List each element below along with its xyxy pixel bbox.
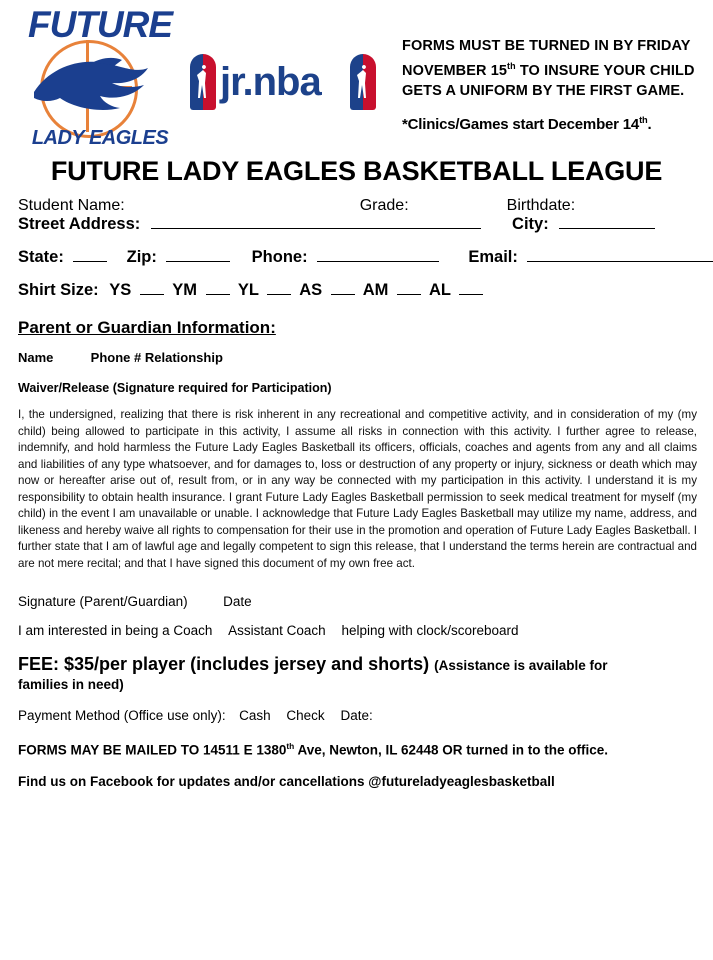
- waiver-body-text: I, the undersigned, realizing that there is risk inherent in any recreational and competitive activity, and in consideration of my (my child) being allowed to participate in this activity, I assume all risks in connection with this activity. I further agree to release, indemnify, and hold harmless the Future Lady Eagles Basketball its officers, officials, coaches and agents from any and all claims and liabilities of any type whatsoever, and for damages to, loss or destruction of any property or injury, sickness or death which may now or hereafter arise out of, result from, or in any way be connected with my participation in this activity. I understand it is my responsibility to obtain health insurance. I grant Future Lady Eagles Basketball permission to seek medical treatment for myself (my child) in the event I am unavailable or unable. I acknowledge that Future Lady Eagles Basketball may utilize my name, address, and likeness and hereby waive all rights to compensation for their use in the promotion and operation of Future Lady Eagles Basketball. I further state that I am of lawful age and legally competent to sign this release, that I understand the terms herein are contractual and are not mere recital; and that I have signed this document of my own free act.: [18, 408, 697, 570]
- signature-row: [12, 594, 701, 609]
- volunteer-clock-label: helping with clock/scoreboard: [341, 623, 519, 638]
- form-header: [12, 0, 701, 152]
- parent-relationship-label: Relationship: [144, 350, 223, 365]
- parent-section-title: Parent or Guardian Information:: [18, 318, 276, 337]
- student-name-row: [12, 197, 701, 215]
- zip-label: Zip:: [126, 248, 157, 266]
- shirt-size-am[interactable]: AM: [362, 281, 389, 299]
- parent-info-row: [12, 350, 701, 365]
- volunteer-assistant-label: Assistant Coach: [228, 623, 326, 638]
- shirt-size-yl-box[interactable]: [267, 294, 291, 295]
- facebook-line: Find us on Facebook for updates and/or cancellations @futureladyeaglesbasketball: [18, 773, 555, 789]
- address-row: [12, 215, 701, 234]
- grade-label: Grade:: [359, 197, 409, 214]
- state-input[interactable]: [73, 261, 107, 262]
- date-label: Date: [223, 594, 252, 609]
- page-title: FUTURE LADY EAGLES BASKETBALL LEAGUE: [50, 156, 663, 186]
- payment-method-label: Payment Method (Office use only):: [18, 708, 226, 723]
- shirt-size-al[interactable]: AL: [428, 281, 451, 299]
- shirt-size-ym-box[interactable]: [206, 294, 230, 295]
- payment-method-row: [12, 708, 701, 723]
- signature-label: Signature (Parent/Guardian): [18, 594, 188, 609]
- nba-logo-icon: [190, 54, 216, 110]
- deadline-notice: [388, 6, 701, 133]
- mailing-instructions: FORMS MAY BE MAILED TO 14511 E 1380th Ave, Newton, IL 62448 OR turned in to the office.: [18, 741, 609, 758]
- fee-note-continued: families in need): [18, 677, 124, 692]
- nba-logo-icon-2: [350, 54, 376, 110]
- birthdate-label: Birthdate:: [506, 197, 576, 214]
- notice-line-3: GETS A UNIFORM BY THE FIRST GAME.: [402, 82, 685, 99]
- state-zip-phone-email-row: [12, 248, 701, 267]
- shirt-size-am-box[interactable]: [397, 294, 421, 295]
- jr-nba-text: jr.nba: [220, 60, 321, 104]
- shirt-size-as[interactable]: AS: [299, 281, 323, 299]
- volunteer-coach-label: I am interested in being a Coach: [18, 623, 213, 638]
- parent-name-label: Name: [18, 350, 54, 365]
- fee-row: [12, 654, 701, 675]
- street-address-label: Street Address:: [18, 215, 141, 233]
- shirt-size-ys[interactable]: YS: [109, 281, 132, 299]
- jr-nba-logo: [188, 32, 388, 150]
- city-label: City:: [512, 215, 549, 233]
- student-name-input[interactable]: [131, 197, 326, 215]
- shirt-size-yl[interactable]: YL: [237, 281, 259, 299]
- payment-date-label: Date:: [340, 708, 373, 723]
- logo-lady-eagles-text: LADY EAGLES: [31, 127, 169, 149]
- logo-future-text: FUTURE: [27, 4, 173, 45]
- fee-note-text: (Assistance is available for: [434, 658, 608, 673]
- future-lady-eagles-logo: [12, 6, 188, 152]
- phone-label: Phone:: [251, 248, 308, 266]
- shirt-size-al-box[interactable]: [459, 294, 483, 295]
- notice-line-1: FORMS MUST BE TURNED IN BY FRIDAY: [402, 38, 691, 54]
- shirt-size-as-box[interactable]: [331, 294, 355, 295]
- eagle-icon: [30, 52, 160, 114]
- waiver-heading: Waiver/Release (Signature required for Participation): [18, 381, 332, 395]
- street-address-input[interactable]: [151, 228, 481, 229]
- city-input[interactable]: [559, 228, 655, 229]
- email-label: Email:: [468, 248, 518, 266]
- shirt-size-ys-box[interactable]: [140, 294, 164, 295]
- clinics-start-notice: *Clinics/Games start December 14th.: [402, 114, 652, 133]
- phone-input[interactable]: [317, 261, 439, 262]
- notice-line-2: NOVEMBER 15th TO INSURE YOUR CHILD: [402, 61, 695, 79]
- state-label: State:: [18, 248, 64, 266]
- parent-phone-label: Phone #: [90, 350, 142, 365]
- student-name-label: Student Name:: [18, 197, 125, 214]
- birthdate-input[interactable]: [581, 197, 643, 215]
- grade-input[interactable]: [415, 197, 481, 215]
- volunteer-row: [12, 623, 701, 638]
- fee-main-text: FEE: $35/per player (includes jersey and shorts): [18, 654, 430, 674]
- shirt-size-row: [12, 281, 701, 300]
- shirt-size-label: Shirt Size:: [18, 281, 99, 299]
- payment-check-label: Check: [286, 708, 325, 723]
- payment-cash-label: Cash: [239, 708, 271, 723]
- zip-input[interactable]: [166, 261, 230, 262]
- email-input[interactable]: [527, 261, 713, 262]
- shirt-size-ym[interactable]: YM: [172, 281, 197, 299]
